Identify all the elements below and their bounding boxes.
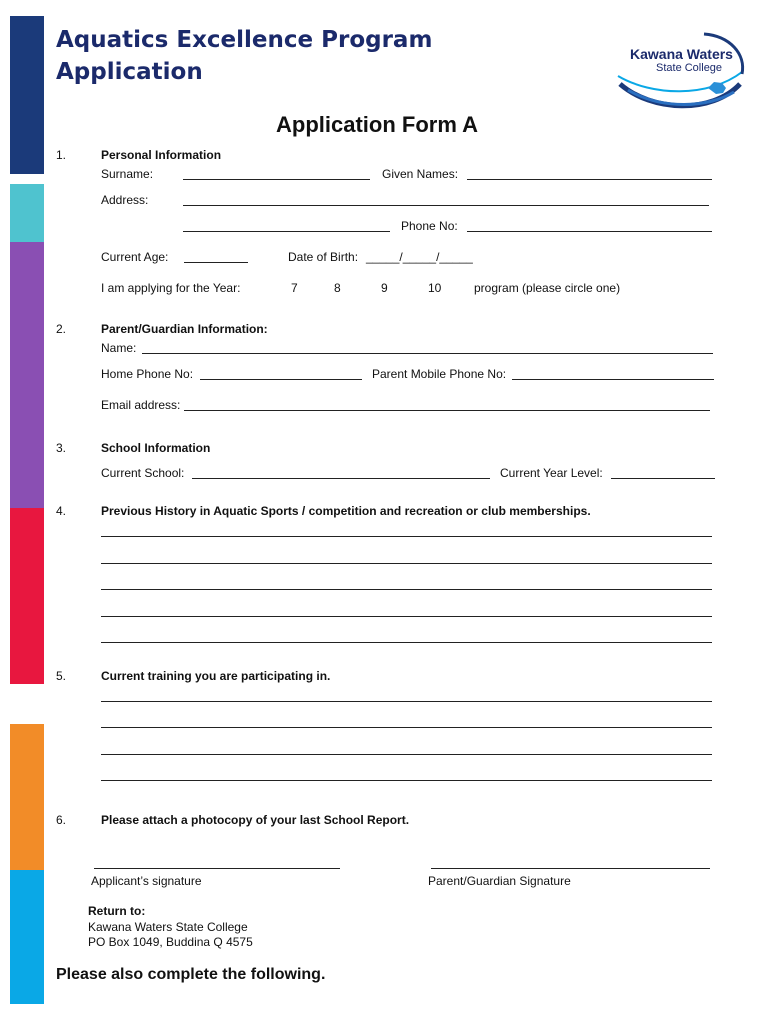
given-names-field[interactable] xyxy=(467,179,712,180)
parent-signature-label: Parent/Guardian Signature xyxy=(428,874,571,888)
history-field-line[interactable] xyxy=(101,536,712,537)
document-title-line2: Application xyxy=(56,59,203,85)
section3-number: 3. xyxy=(56,441,67,455)
color-bar-blue xyxy=(10,870,44,1004)
section6-heading: Please attach a photocopy of your last School Report. xyxy=(101,813,410,827)
applicant-signature-label: Applicant’s signature xyxy=(91,874,202,888)
surname-field[interactable] xyxy=(183,179,370,180)
training-field-line[interactable] xyxy=(101,780,712,781)
address-field-line1[interactable] xyxy=(183,205,709,206)
address-field-line2[interactable] xyxy=(183,231,390,232)
return-to-line1: Kawana Waters State College xyxy=(88,920,248,934)
phone-label: Phone No: xyxy=(401,219,458,233)
email-field[interactable] xyxy=(184,410,710,411)
current-school-field[interactable] xyxy=(192,478,490,479)
parent-mobile-field[interactable] xyxy=(512,379,714,380)
year-option-9[interactable]: 9 xyxy=(381,281,388,295)
form-title: Application Form A xyxy=(276,112,479,137)
given-names-label: Given Names: xyxy=(382,167,459,181)
history-field-line[interactable] xyxy=(101,642,712,643)
year-option-7[interactable]: 7 xyxy=(291,281,298,295)
parent-name-field[interactable] xyxy=(142,353,713,354)
parent-signature-field[interactable] xyxy=(431,868,710,869)
section1-heading: Personal Information xyxy=(101,148,222,162)
applicant-signature-field[interactable] xyxy=(94,868,340,869)
logo-text-line2: State College xyxy=(656,62,723,74)
training-field-line[interactable] xyxy=(101,701,712,702)
history-field-line[interactable] xyxy=(101,616,712,617)
college-logo xyxy=(612,22,752,114)
section5-heading: Current training you are participating in. xyxy=(101,669,331,683)
return-to-heading: Return to: xyxy=(88,904,146,918)
color-bar-navy xyxy=(10,16,44,174)
color-bar-red xyxy=(10,508,44,684)
color-bar-purple xyxy=(10,242,44,508)
color-bar-teal xyxy=(10,184,44,242)
parent-mobile-label: Parent Mobile Phone No: xyxy=(372,367,507,381)
current-age-label: Current Age: xyxy=(101,250,169,264)
year-option-note: program (please circle one) xyxy=(474,281,621,295)
dob-label: Date of Birth: xyxy=(288,250,359,264)
home-phone-label: Home Phone No: xyxy=(101,367,194,381)
section5-number: 5. xyxy=(56,669,67,683)
training-field-line[interactable] xyxy=(101,754,712,755)
history-field-line[interactable] xyxy=(101,589,712,590)
address-label: Address: xyxy=(101,193,149,207)
dob-field[interactable]: _____/_____/_____ xyxy=(366,250,473,264)
section2-heading: Parent/Guardian Information: xyxy=(101,322,268,336)
section2-number: 2. xyxy=(56,322,67,336)
year-level-field[interactable] xyxy=(611,478,715,479)
parent-name-label: Name: xyxy=(101,341,137,355)
year-option-10[interactable]: 10 xyxy=(428,281,442,295)
year-level-label: Current Year Level: xyxy=(500,466,603,480)
section4-heading: Previous History in Aquatic Sports / competition and recreation or club memberships. xyxy=(101,504,591,518)
section3-heading: School Information xyxy=(101,441,211,455)
section6-number: 6. xyxy=(56,813,67,827)
footer-note: Please also complete the following. xyxy=(56,966,326,983)
training-field-line[interactable] xyxy=(101,727,712,728)
return-to-line2: PO Box 1049, Buddina Q 4575 xyxy=(88,935,253,949)
surname-label: Surname: xyxy=(101,167,154,181)
current-school-label: Current School: xyxy=(101,466,185,480)
history-field-line[interactable] xyxy=(101,563,712,564)
section1-number: 1. xyxy=(56,148,67,162)
home-phone-field[interactable] xyxy=(200,379,362,380)
color-bar-orange xyxy=(10,724,44,870)
year-applying-label: I am applying for the Year: xyxy=(101,281,241,295)
email-label: Email address: xyxy=(101,398,181,412)
phone-field[interactable] xyxy=(467,231,712,232)
year-option-8[interactable]: 8 xyxy=(334,281,341,295)
section4-number: 4. xyxy=(56,504,67,518)
current-age-field[interactable] xyxy=(184,262,248,263)
logo-text-line1: Kawana Waters xyxy=(630,46,733,62)
document-title-line1: Aquatics Excellence Program xyxy=(56,27,433,53)
